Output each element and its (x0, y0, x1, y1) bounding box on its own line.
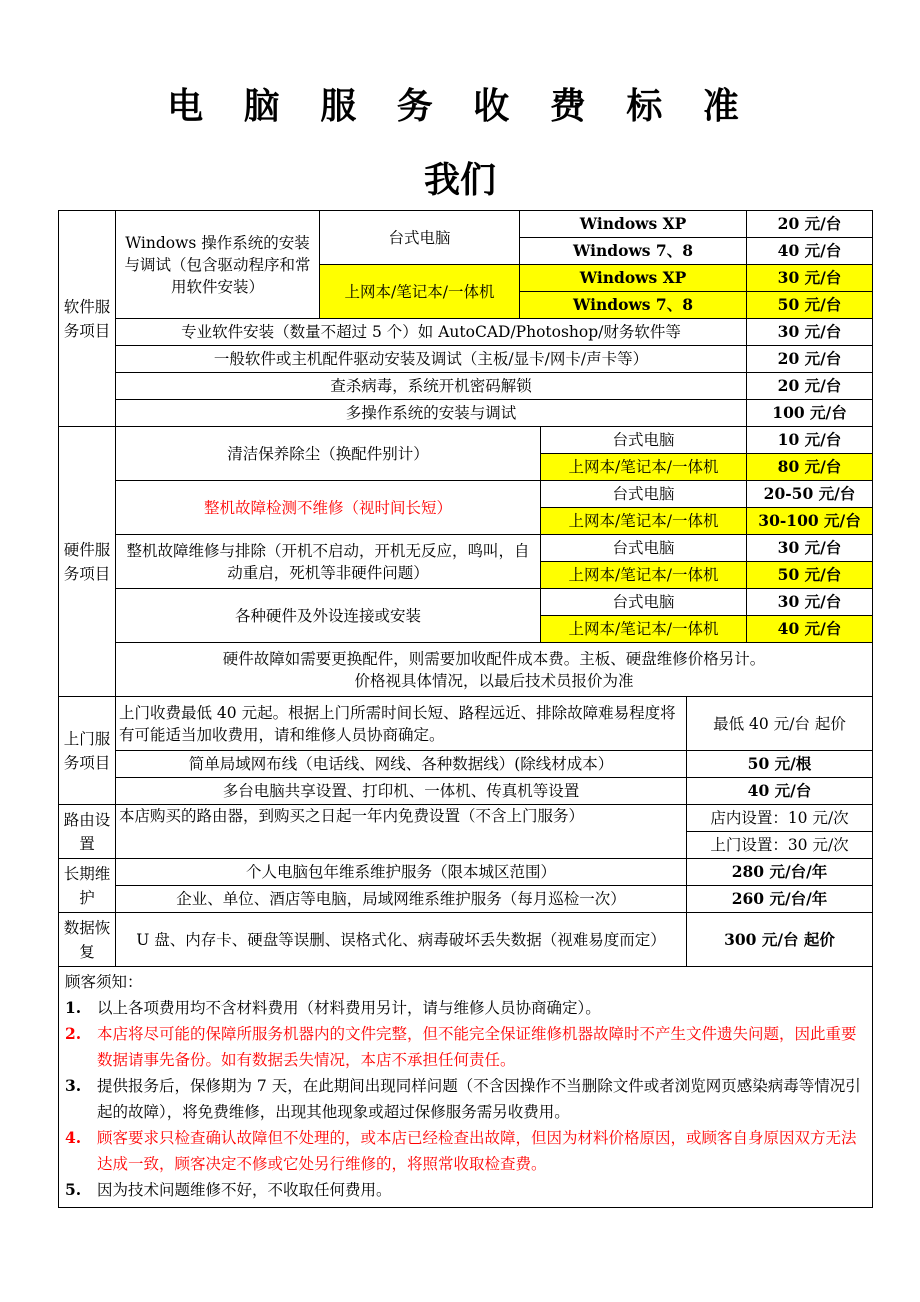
driver-install-desc: 一般软件或主机配件驱动安装及调试（主板/显卡/网卡/声卡等） (116, 346, 747, 373)
diagnose-desc: 整机故障检测不维修（视时间长短） (116, 481, 541, 535)
category-onsite: 上门服务项目 (59, 697, 116, 805)
peripheral-desc: 各种硬件及外设连接或安装 (116, 589, 541, 643)
repair-laptop-label: 上网本/笔记本/一体机 (541, 562, 747, 589)
note-text: 本店将尽可能的保障所服务机器内的文件完整，但不能完全保证维修机器故障时不产生文件遗失问题，因此重要数据请事先备份。如有数据丢失情况，本店不承担任何责任。 (97, 1025, 857, 1069)
notes-list (65, 995, 866, 1203)
cleaning-desktop-label: 台式电脑 (541, 427, 747, 454)
cleaning-desc: 清洁保养除尘（换配件别计） (116, 427, 541, 481)
page-title: 电 脑 服 务 收 费 标 准 (167, 86, 753, 127)
note-text: 以上各项费用均不含材料费用（材料费用另计，请与维修人员协商确定）。 (97, 999, 601, 1017)
virus-desc: 查杀病毒，系统开机密码解锁 (116, 373, 747, 400)
cabling-price: 50 元/根 (687, 751, 873, 778)
peripheral-laptop-label: 上网本/笔记本/一体机 (541, 616, 747, 643)
category-maintenance: 长期维护 (59, 859, 116, 913)
driver-install-price: 20 元/台 (747, 346, 873, 373)
enterprise-maintenance-desc: 企业、单位、酒店等电脑，局域网维系维护服务（每月巡检一次） (116, 886, 687, 913)
repair-desktop-label: 台式电脑 (541, 535, 747, 562)
onsite-min-fee-desc: 上门收费最低 40 元起。根据上门所需时间长短、路程远近、排除故障难易程度将有可能适当加收费用，请和维修人员协商确定。 (116, 697, 687, 751)
pro-software-price: 30 元/台 (747, 319, 873, 346)
note-number: 4. (65, 1128, 82, 1147)
cleaning-laptop-label: 上网本/笔记本/一体机 (541, 454, 747, 481)
diagnose-laptop-label: 上网本/笔记本/一体机 (541, 508, 747, 535)
note-text: 提供报务后，保修期为 7 天，在此期间出现同样问题（不含因操作不当删除文件或者浏览网页感染病毒等情况引起的故障），将免费维修，出现其他现象或超过保修服务需另收费用。 (97, 1077, 861, 1121)
cleaning-laptop-price: 80 元/台 (747, 454, 873, 481)
diagnose-laptop-price: 30-100 元/台 (747, 508, 873, 535)
os-desktop-xp: Windows XP (520, 211, 747, 238)
note-text: 因为技术问题维修不好，不收取任何费用。 (97, 1181, 392, 1199)
peripheral-desktop-price: 30 元/台 (747, 589, 873, 616)
personal-maintenance-desc: 个人电脑包年维系维护服务（限本城区范围） (116, 859, 687, 886)
multi-os-desc: 多操作系统的安装与调试 (116, 400, 747, 427)
cabling-desc: 简单局域网布线（电话线、网线、各种数据线）(除线材成本） (116, 751, 687, 778)
sharing-desc: 多台电脑共享设置、打印机、一体机、传真机等设置 (116, 778, 687, 805)
pro-software-desc: 专业软件安装（数量不超过 5 个）如 AutoCAD/Photoshop/财务软件等 (116, 319, 747, 346)
sharing-price: 40 元/台 (687, 778, 873, 805)
personal-maintenance-price: 280 元/台/年 (687, 859, 873, 886)
fee-table (58, 210, 873, 1208)
diagnose-desktop-label: 台式电脑 (541, 481, 747, 508)
repair-laptop-price: 50 元/台 (747, 562, 873, 589)
parts-note-line-2: 价格视具体情况，以最后技术员报价为准 (354, 671, 634, 690)
note-number: 1. (65, 998, 82, 1017)
router-desc: 本店购买的路由器，到购买之日起一年内免费设置（不含上门服务） (116, 805, 687, 859)
customer-notes (59, 967, 873, 1208)
onsite-min-fee-price: 最低 40 元/台 起价 (687, 697, 873, 751)
os-install-desc: Windows 操作系统的安装与调试（包含驱动程序和常用软件安装） (116, 211, 320, 319)
peripheral-laptop-price: 40 元/台 (747, 616, 873, 643)
peripheral-desktop-label: 台式电脑 (541, 589, 747, 616)
cleaning-desktop-price: 10 元/台 (747, 427, 873, 454)
diagnose-desktop-price: 20-50 元/台 (747, 481, 873, 508)
category-hardware: 硬件服务项目 (59, 427, 116, 697)
price-desktop-78: 40 元/台 (747, 238, 873, 265)
category-recovery: 数据恢复 (59, 913, 116, 967)
recovery-price: 300 元/台 起价 (687, 913, 873, 967)
os-desktop-label: 台式电脑 (320, 211, 520, 265)
note-number: 5. (65, 1180, 82, 1199)
parts-note (116, 643, 873, 697)
page-subtitle: 我们 (423, 160, 496, 201)
note-item (65, 1125, 866, 1177)
multi-os-price: 100 元/台 (747, 400, 873, 427)
router-instore-price: 店内设置：10 元/次 (687, 805, 873, 832)
os-laptop-xp: Windows XP (520, 265, 747, 292)
category-router: 路由设置 (59, 805, 116, 859)
note-item (65, 1021, 866, 1073)
repair-desktop-price: 30 元/台 (747, 535, 873, 562)
note-item (65, 1073, 866, 1125)
os-laptop-label: 上网本/笔记本/一体机 (320, 265, 520, 319)
virus-price: 20 元/台 (747, 373, 873, 400)
price-laptop-xp: 30 元/台 (747, 265, 873, 292)
router-onsite-price: 上门设置：30 元/次 (687, 832, 873, 859)
price-desktop-xp: 20 元/台 (747, 211, 873, 238)
os-laptop-78: Windows 7、8 (520, 292, 747, 319)
notes-heading: 顾客须知： (65, 973, 143, 991)
parts-note-line-1: 硬件故障如需要更换配件，则需要加收配件成本费。主板、硬盘维修价格另计。 (222, 649, 766, 668)
repair-desc: 整机故障维修与排除（开机不启动，开机无反应，鸣叫，自动重启，死机等非硬件问题） (116, 535, 541, 589)
note-number: 2. (65, 1024, 82, 1043)
note-text: 顾客要求只检查确认故障但不处理的，或本店已经检查出故障，但因为材料价格原因，或顾客自身原因双方无法达成一致，顾客决定不修或它处另行维修的，将照常收取检查费。 (97, 1129, 857, 1173)
note-item (65, 995, 866, 1021)
recovery-desc: U 盘、内存卡、硬盘等误删、误格式化、病毒破坏丢失数据（视难易度而定） (116, 913, 687, 967)
category-software: 软件服务项目 (59, 211, 116, 427)
enterprise-maintenance-price: 260 元/台/年 (687, 886, 873, 913)
price-laptop-78: 50 元/台 (747, 292, 873, 319)
os-desktop-78: Windows 7、8 (520, 238, 747, 265)
note-item (65, 1177, 866, 1203)
note-number: 3. (65, 1076, 82, 1095)
